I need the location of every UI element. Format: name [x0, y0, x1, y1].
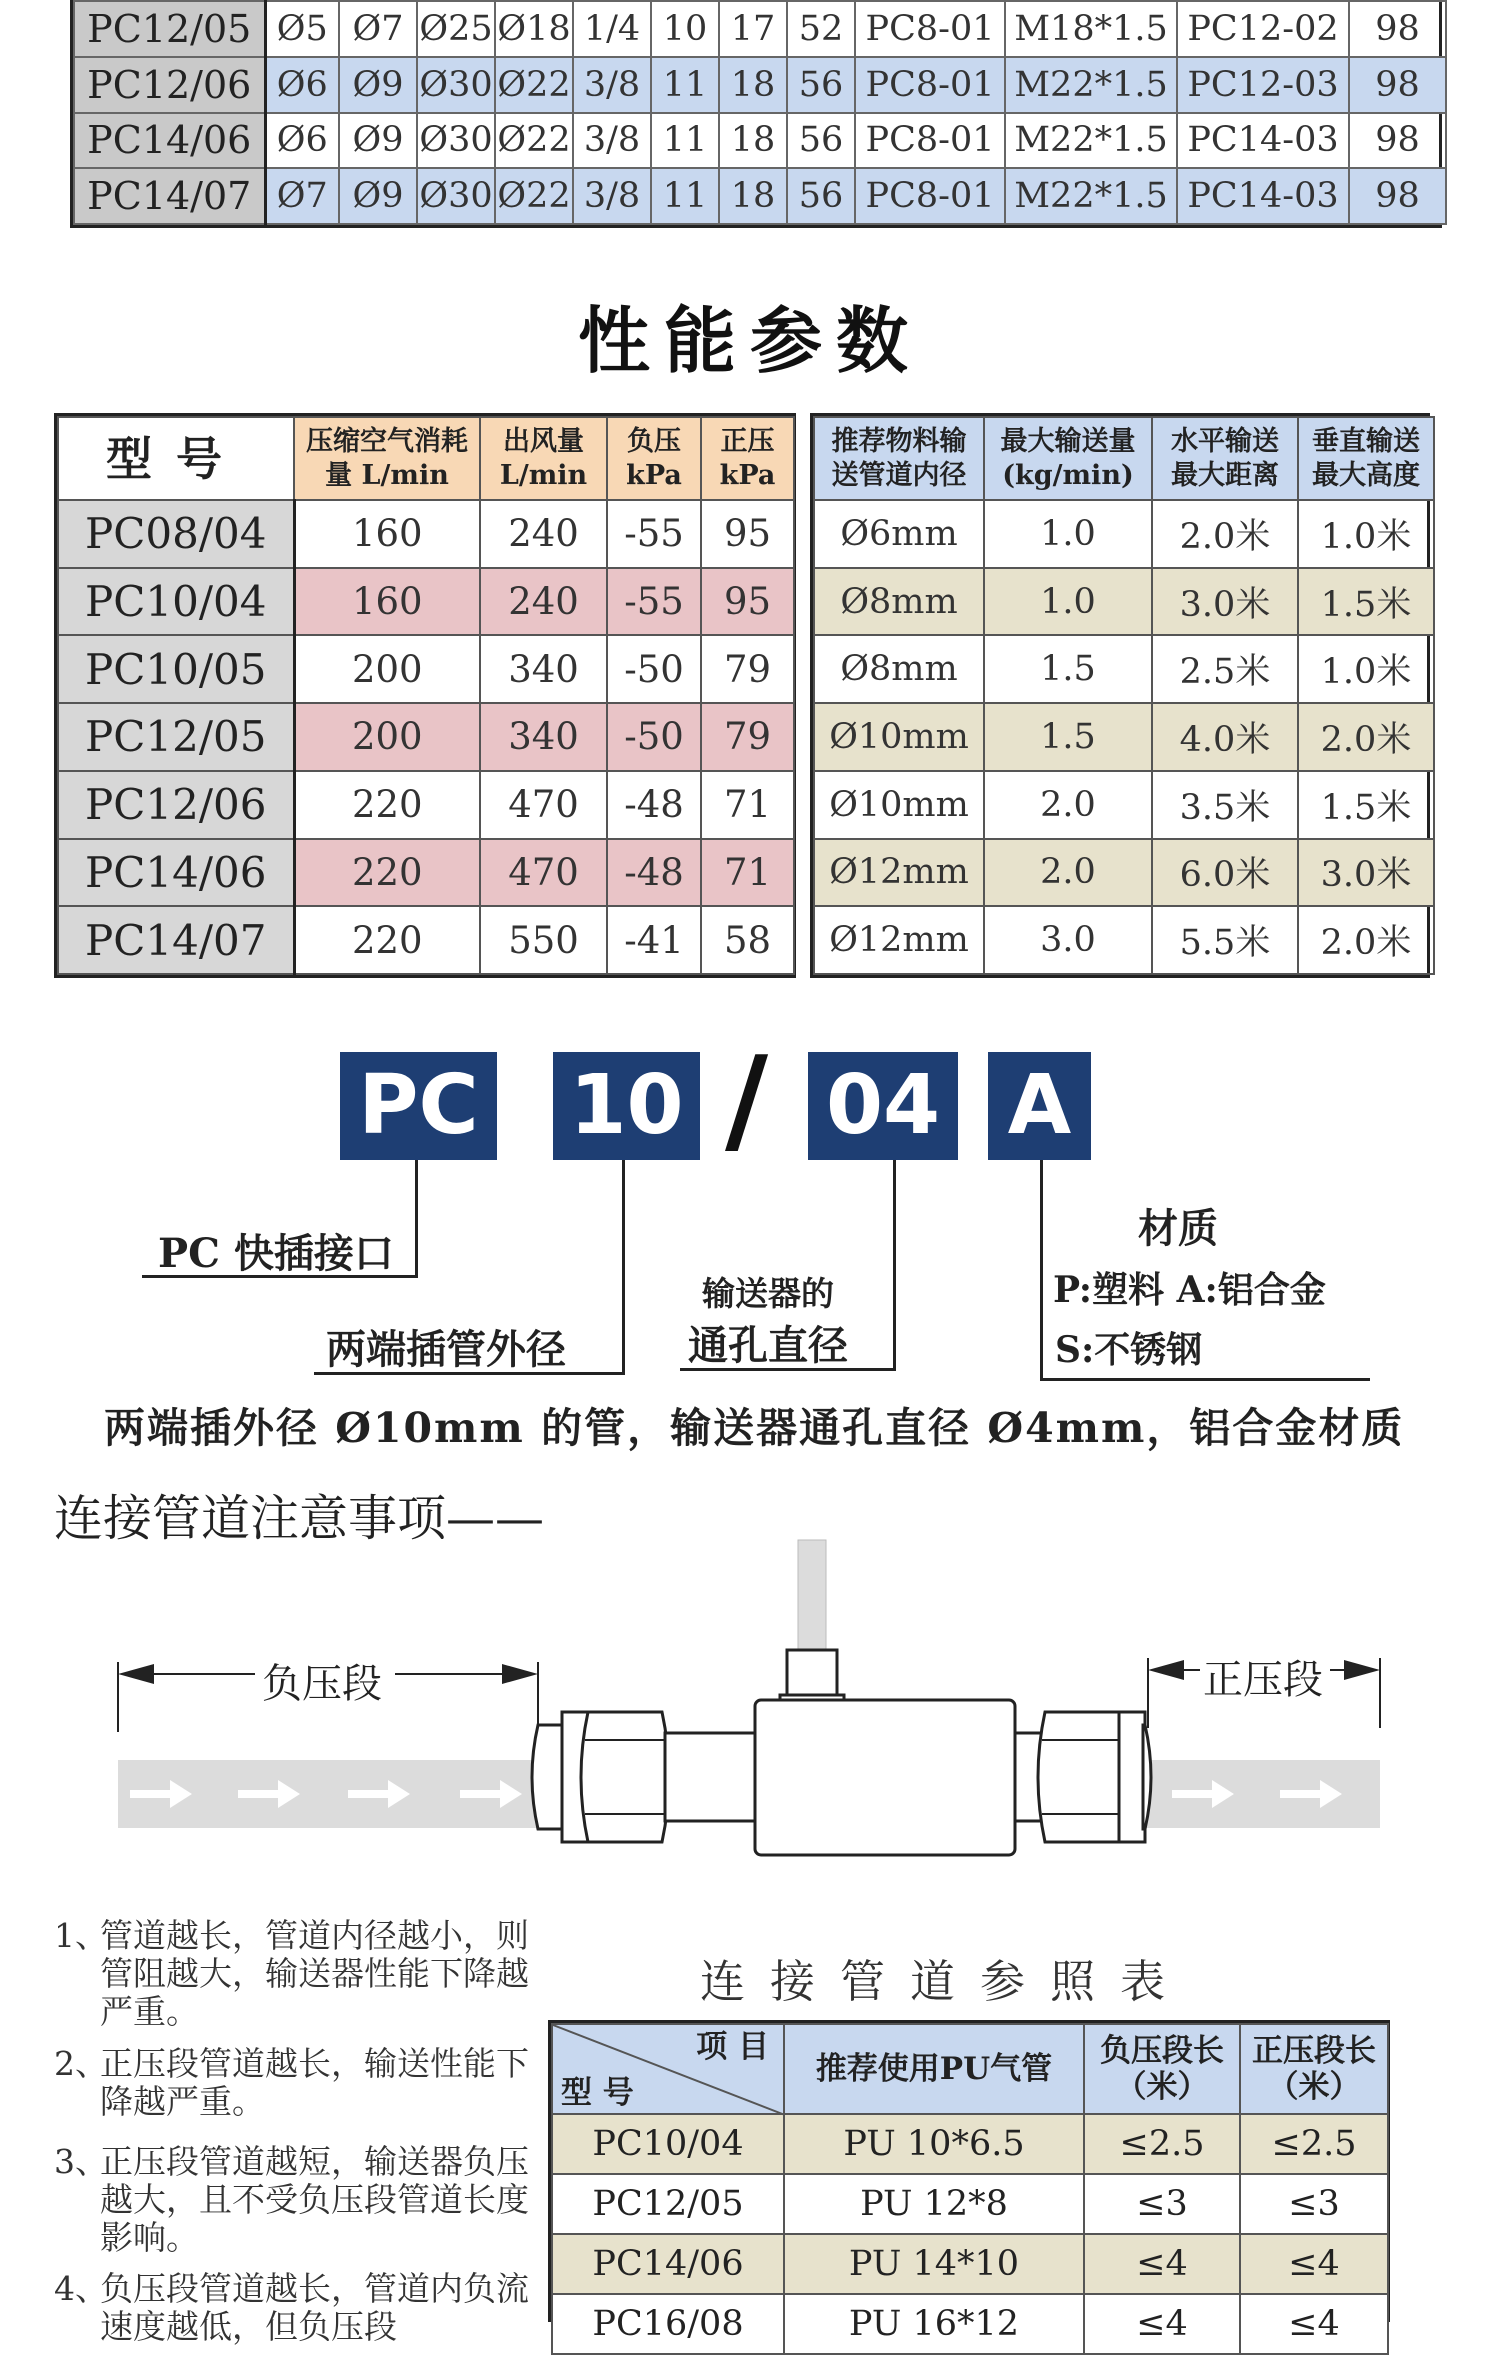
spec-cell: Ø9	[339, 113, 417, 169]
connector-pc-v	[415, 1160, 418, 1277]
code-box-bore: 04	[808, 1052, 958, 1160]
spec-cell: PC14-03	[1177, 168, 1349, 224]
spec-model-cell: PC14/07	[74, 168, 265, 224]
performance-row	[58, 635, 794, 703]
spec-cell: 11	[651, 168, 719, 224]
performance-air-cell: 160	[294, 568, 480, 636]
performance-air-cell: 220	[294, 906, 480, 974]
spec-row	[74, 168, 1446, 224]
performance-flow-cell: 470	[480, 771, 607, 839]
performance-max-cell: 2.0	[984, 771, 1152, 839]
spec-cell: 56	[787, 57, 855, 113]
performance-vheight-cell: 3.0米	[1298, 839, 1434, 907]
spec-cell: Ø9	[339, 57, 417, 113]
reference-pos-cell: ≤2.5	[1240, 2114, 1388, 2174]
reference-neg-cell: ≤2.5	[1084, 2114, 1240, 2174]
performance-air-cell: 220	[294, 839, 480, 907]
spec-cell: 98	[1349, 113, 1446, 169]
spec-row	[74, 1, 1446, 57]
header-air-consumption: 压缩空气消耗 量 L/min	[294, 417, 480, 500]
performance-table-left	[54, 413, 796, 978]
note-4: 4、 负压段管道越长，管道内负流速度越低，但负压段	[54, 2269, 529, 2346]
spec-cell: M18*1.5	[1005, 1, 1177, 57]
performance-vheight-cell: 1.5米	[1298, 568, 1434, 636]
performance-pipe-cell: Ø6mm	[814, 500, 984, 568]
reference-neg-cell: ≤4	[1084, 2234, 1240, 2294]
spec-cell: Ø22	[495, 168, 573, 224]
performance-max-cell: 1.0	[984, 568, 1152, 636]
reference-model-cell: PC16/08	[552, 2294, 784, 2354]
performance-hdist-cell: 2.5米	[1152, 635, 1298, 703]
performance-flow-cell: 340	[480, 703, 607, 771]
performance-row	[58, 771, 794, 839]
header-airflow: 出风量 L/min	[480, 417, 607, 500]
header-horizontal-distance: 水平输送 最大距离	[1152, 417, 1298, 500]
label-material-s: S:不锈钢	[1055, 1329, 1203, 1371]
performance-max-cell: 1.5	[984, 635, 1152, 703]
performance-vheight-cell: 2.0米	[1298, 906, 1434, 974]
connector-material-h	[1040, 1378, 1370, 1381]
performance-model-cell: PC10/05	[58, 635, 294, 703]
code-box-material: A	[988, 1052, 1091, 1160]
spec-cell: Ø6	[265, 57, 339, 113]
performance-neg-cell: -50	[607, 635, 701, 703]
performance-flow-cell: 550	[480, 906, 607, 974]
performance-hdist-cell: 6.0米	[1152, 839, 1298, 907]
note-3: 3、 正压段管道越短，输送器负压越大，且不受负压段管道长度影响。	[54, 2142, 529, 2257]
performance-neg-cell: -48	[607, 771, 701, 839]
performance-air-cell: 160	[294, 500, 480, 568]
connector-od-v	[622, 1160, 625, 1373]
performance-pos-cell: 95	[701, 568, 794, 636]
performance-neg-cell: -50	[607, 703, 701, 771]
performance-row	[58, 703, 794, 771]
performance-pipe-cell: Ø10mm	[814, 703, 984, 771]
spec-row	[74, 57, 1446, 113]
spec-cell: 18	[719, 113, 787, 169]
performance-model-cell: PC08/04	[58, 500, 294, 568]
reference-neg-cell: ≤4	[1084, 2294, 1240, 2354]
performance-pipe-cell: Ø12mm	[814, 839, 984, 907]
spec-cell: PC8-01	[855, 113, 1005, 169]
reference-row	[552, 2234, 1388, 2294]
spec-table	[70, 0, 1442, 228]
reference-pu-cell: PU 12*8	[784, 2174, 1084, 2234]
performance-max-cell: 1.5	[984, 703, 1152, 771]
performance-air-cell: 200	[294, 635, 480, 703]
performance-model-cell: PC14/06	[58, 839, 294, 907]
spec-cell: PC8-01	[855, 57, 1005, 113]
performance-model-cell: PC12/05	[58, 703, 294, 771]
note-2: 2、 正压段管道越长，输送性能下降越严重。	[54, 2044, 529, 2121]
connection-diagram	[0, 1540, 1500, 1920]
performance-row	[814, 500, 1434, 568]
spec-cell: M22*1.5	[1005, 113, 1177, 169]
spec-cell: Ø30	[417, 57, 495, 113]
reference-model-cell: PC12/05	[552, 2174, 784, 2234]
code-box-od: 10	[553, 1052, 700, 1160]
header-negative-pressure: 负压 kPa	[607, 417, 701, 500]
header-vertical-height: 垂直输送 最大高度	[1298, 417, 1434, 500]
performance-title: 性能参数	[577, 299, 922, 383]
spec-row	[74, 113, 1446, 169]
reference-model-cell: PC10/04	[552, 2114, 784, 2174]
performance-row	[814, 839, 1434, 907]
spec-model-cell: PC14/06	[74, 113, 265, 169]
header-pipe-diameter: 推荐物料输 送管道内径	[814, 417, 984, 500]
spec-cell: Ø6	[265, 113, 339, 169]
performance-neg-cell: -48	[607, 839, 701, 907]
performance-row	[814, 568, 1434, 636]
performance-row	[58, 500, 794, 568]
spec-cell: 18	[719, 57, 787, 113]
reference-neg-cell: ≤3	[1084, 2174, 1240, 2234]
performance-flow-cell: 340	[480, 635, 607, 703]
spec-cell: M22*1.5	[1005, 57, 1177, 113]
performance-hdist-cell: 3.5米	[1152, 771, 1298, 839]
code-slash: /	[725, 1030, 769, 1168]
label-material-p-a: P:塑料 A:铝合金	[1053, 1269, 1326, 1311]
reference-table-title: 连接管道参照表	[700, 1955, 1191, 2008]
performance-pipe-cell: Ø12mm	[814, 906, 984, 974]
performance-pipe-cell: Ø8mm	[814, 635, 984, 703]
negative-pressure-label: 负压段	[262, 1661, 382, 1707]
performance-flow-cell: 470	[480, 839, 607, 907]
performance-table	[54, 413, 1430, 978]
spec-cell: 1/4	[573, 1, 651, 57]
connector-material-v	[1040, 1160, 1043, 1380]
label-bore-line1: 输送器的	[702, 1274, 834, 1313]
spec-cell: M22*1.5	[1005, 168, 1177, 224]
performance-pos-cell: 71	[701, 839, 794, 907]
spec-cell: Ø30	[417, 168, 495, 224]
performance-pipe-cell: Ø8mm	[814, 568, 984, 636]
spec-cell: 52	[787, 1, 855, 57]
performance-hdist-cell: 5.5米	[1152, 906, 1298, 974]
connector-bore-v	[893, 1160, 896, 1370]
spec-cell: Ø5	[265, 1, 339, 57]
performance-row	[814, 906, 1434, 974]
performance-hdist-cell: 2.0米	[1152, 500, 1298, 568]
spec-cell: PC8-01	[855, 1, 1005, 57]
spec-cell: Ø30	[417, 113, 495, 169]
header-max-throughput: 最大输送量 (kg/min)	[984, 417, 1152, 500]
performance-pos-cell: 58	[701, 906, 794, 974]
performance-air-cell: 220	[294, 771, 480, 839]
spec-cell: Ø22	[495, 57, 573, 113]
performance-row	[58, 568, 794, 636]
spec-cell: 56	[787, 113, 855, 169]
spec-cell: PC14-03	[1177, 113, 1349, 169]
spec-cell: 3/8	[573, 168, 651, 224]
reference-model-cell: PC14/06	[552, 2234, 784, 2294]
performance-model-cell: PC14/07	[58, 906, 294, 974]
performance-vheight-cell: 1.5米	[1298, 771, 1434, 839]
spec-cell: 98	[1349, 1, 1446, 57]
spec-model-cell: PC12/06	[74, 57, 265, 113]
performance-row	[814, 635, 1434, 703]
header-neg-length: 负压段长 （米）	[1084, 2024, 1240, 2114]
reference-pu-cell: PU 16*12	[784, 2294, 1084, 2354]
performance-pipe-cell: Ø10mm	[814, 771, 984, 839]
performance-pos-cell: 95	[701, 500, 794, 568]
reference-pu-cell: PU 10*6.5	[784, 2114, 1084, 2174]
spec-cell: Ø7	[265, 168, 339, 224]
header-pu-pipe: 推荐使用PU气管	[784, 2024, 1084, 2114]
spec-cell: 17	[719, 1, 787, 57]
performance-row	[814, 771, 1434, 839]
example-sentence: 两端插外径 Ø10mm 的管，输送器通孔直径 Ø4mm，铝合金材质	[104, 1404, 1405, 1452]
spec-cell: 18	[719, 168, 787, 224]
performance-neg-cell: -55	[607, 568, 701, 636]
spec-cell: 98	[1349, 168, 1446, 224]
reference-pos-cell: ≤4	[1240, 2294, 1388, 2354]
reference-pos-cell: ≤3	[1240, 2174, 1388, 2234]
header-pos-length: 正压段长 （米）	[1240, 2024, 1388, 2114]
spec-cell: PC8-01	[855, 168, 1005, 224]
note-1: 1、 管道越长，管道内径越小，则管阻越大，输送器性能下降越严重。	[54, 1916, 529, 2031]
label-pc-connector: PC 快插接口	[158, 1230, 394, 1277]
label-outer-diameter: 两端插管外径	[326, 1326, 566, 1373]
performance-pos-cell: 79	[701, 703, 794, 771]
header-model: 型号	[58, 417, 294, 500]
spec-model-cell: PC12/05	[74, 1, 265, 57]
positive-pressure-label: 正压段	[1203, 1657, 1323, 1703]
performance-neg-cell: -41	[607, 906, 701, 974]
performance-row	[58, 839, 794, 907]
performance-neg-cell: -55	[607, 500, 701, 568]
performance-max-cell: 1.0	[984, 500, 1152, 568]
performance-pos-cell: 79	[701, 635, 794, 703]
header-positive-pressure: 正压 kPa	[701, 417, 794, 500]
performance-row	[814, 703, 1434, 771]
performance-max-cell: 2.0	[984, 839, 1152, 907]
code-box-pc: PC	[340, 1052, 497, 1160]
reference-row	[552, 2294, 1388, 2354]
spec-cell: 3/8	[573, 113, 651, 169]
spec-cell: 11	[651, 57, 719, 113]
header-item-model: 项 目 型 号	[552, 2024, 784, 2114]
performance-flow-cell: 240	[480, 500, 607, 568]
performance-max-cell: 3.0	[984, 906, 1152, 974]
performance-vheight-cell: 2.0米	[1298, 703, 1434, 771]
spec-cell: Ø7	[339, 1, 417, 57]
performance-air-cell: 200	[294, 703, 480, 771]
performance-flow-cell: 240	[480, 568, 607, 636]
label-material: 材质	[1138, 1205, 1218, 1252]
label-bore-line2: 通孔直径	[688, 1322, 848, 1369]
spec-cell: Ø25	[417, 1, 495, 57]
performance-pos-cell: 71	[701, 771, 794, 839]
reference-pos-cell: ≤4	[1240, 2234, 1388, 2294]
spec-cell: 10	[651, 1, 719, 57]
spec-cell: Ø22	[495, 113, 573, 169]
spec-cell: PC12-03	[1177, 57, 1349, 113]
performance-vheight-cell: 1.0米	[1298, 635, 1434, 703]
spec-cell: PC12-02	[1177, 1, 1349, 57]
spec-cell: Ø18	[495, 1, 573, 57]
reference-row	[552, 2174, 1388, 2234]
spec-cell: Ø9	[339, 168, 417, 224]
spec-cell: 11	[651, 113, 719, 169]
reference-pu-cell: PU 14*10	[784, 2234, 1084, 2294]
flow-band-right	[1130, 1760, 1380, 1828]
performance-model-cell: PC12/06	[58, 771, 294, 839]
spec-cell: 3/8	[573, 57, 651, 113]
performance-table-right	[810, 413, 1430, 978]
performance-hdist-cell: 4.0米	[1152, 703, 1298, 771]
spec-cell: 98	[1349, 57, 1446, 113]
performance-vheight-cell: 1.0米	[1298, 500, 1434, 568]
performance-row	[58, 906, 794, 974]
reference-row	[552, 2114, 1388, 2174]
spec-cell: 56	[787, 168, 855, 224]
notice-title: 连接管道注意事项——	[54, 1490, 545, 1547]
performance-model-cell: PC10/04	[58, 568, 294, 636]
performance-hdist-cell: 3.0米	[1152, 568, 1298, 636]
reference-table	[548, 2020, 1390, 2344]
